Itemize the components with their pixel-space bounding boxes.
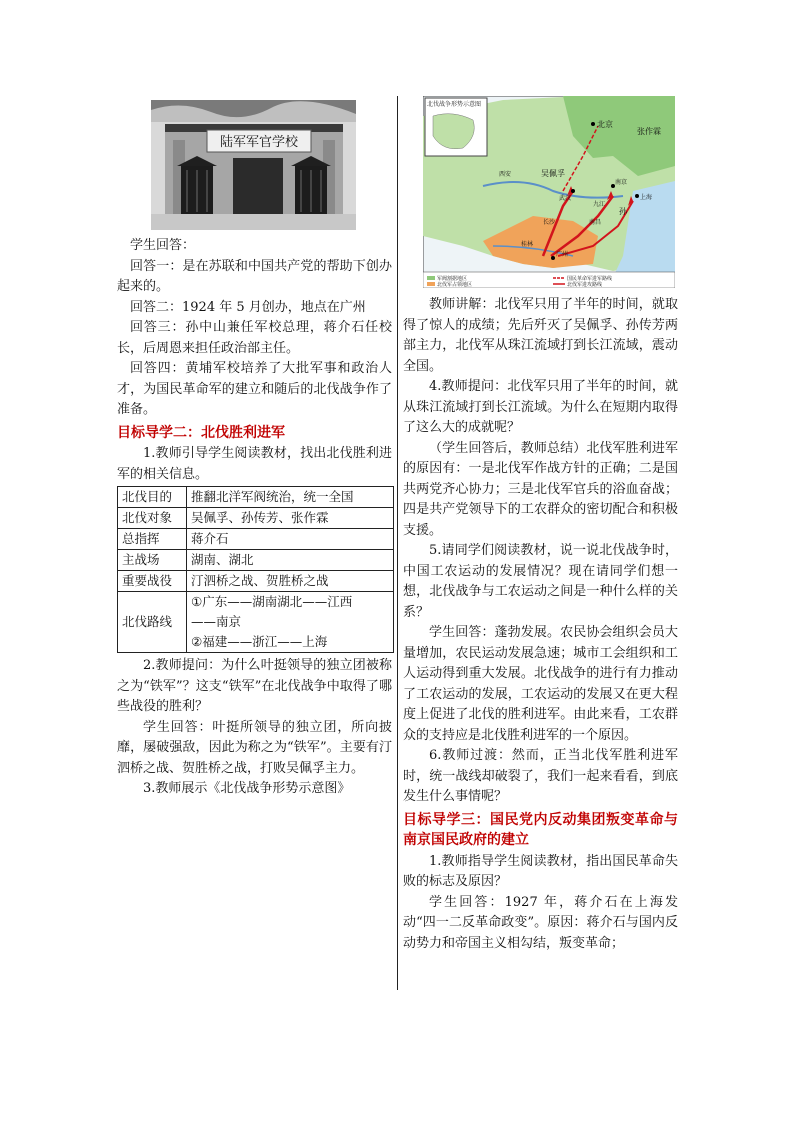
route-1-cont: ——南京 [191, 614, 242, 629]
table-row [118, 508, 394, 529]
section-heading-2: 目标导学二：北伐胜利进军 [117, 424, 285, 441]
legend-item: 北伐军进攻路线 [567, 282, 603, 288]
academy-sign-text: 陆军军官学校 [219, 135, 299, 150]
table-value: 推翻北洋军阀统治，统一全国 [187, 487, 394, 508]
legend-item: 军阀割据地区 [437, 276, 468, 282]
map-label-shanghai: 上海 [640, 194, 653, 201]
table-key: 重要战役 [118, 571, 187, 592]
legend-item: 国民革命军进军路线 [567, 276, 613, 282]
map-label-guangzhou: 广州 [556, 251, 569, 258]
map-label-xian: 西安 [499, 171, 512, 178]
map-label-guilin: 桂林 [521, 241, 534, 248]
route-2: ②福建——浙江——上海 [191, 634, 328, 649]
answer-three: 回答三：孙中山兼任军校总理，蒋介石任校长，后周恩来担任政治部主任。 [117, 320, 392, 356]
teacher-summary: （学生回答后，教师总结）北伐军胜利进军的原因有：一是北伐军作战方针的正确；二是国共两党齐心协力；三是北伐军官兵的浴血奋战；四是共产党领导下的工农群众的密切配合和积极支援。 [403, 440, 678, 538]
teacher-question-4: 4.教师提问：北伐军只用了半年的时间，就从珠江流域打到长江流域。为什么在短期内取得了这么大的成就呢？ [403, 379, 678, 435]
table-key: 北伐路线 [118, 592, 187, 653]
student-answer-3: 学生回答：1927 年，蒋介石在上海发动“四一二反革命政变”。原因：蒋介石与国内反动势力和帝国主义相勾结，叛变革命； [403, 894, 678, 951]
legend-item: 北伐军占领地区 [437, 282, 473, 288]
right-column [403, 96, 678, 954]
student-answer-2: 学生回答：叶挺所领导的独立团，所向披靡，屡破强敌，因此为称之为“铁军”。主要有汀泗桥之战、贺胜桥之战，打败吴佩孚主力。 [117, 719, 392, 776]
table-row [118, 571, 394, 592]
teacher-transition-6: 6.教师过渡：然而，正当北伐军胜利进军时，统一战线却破裂了，我们一起来看看，到底发生什么事情呢？ [403, 748, 678, 804]
teacher-guide-1: 1.教师引导学生阅读教材，找出北伐胜利进军的相关信息。 [117, 446, 392, 482]
table-row [118, 529, 394, 550]
map-label-changsha: 长沙 [543, 219, 556, 226]
teacher-show-map: 3.教师展示《北伐战争形势示意图》 [143, 781, 351, 796]
answer-one: 回答一：是在苏联和中国共产党的帮助下创办起来的。 [117, 258, 392, 294]
table-row [118, 487, 394, 508]
table-key: 总指挥 [118, 529, 187, 550]
student-answer-5: 学生回答：蓬勃发展。农民协会组织会员大量增加，农民运动发展急速；城市工会组织和工人运动得到重大发展。北伐战争的进行有力推动了工农运动的发展，工农运动的发展又在更大程度上促进了北伐的胜利进军。由此来看，工农群众的支持应是北伐胜利进军的一个原因。 [403, 625, 678, 743]
northern-expedition-map [423, 96, 675, 288]
map-label-jiujiang: 九江 [593, 201, 606, 208]
map-label-zhang: 张作霖 [637, 127, 661, 136]
map-label-nanchang: 南昌 [589, 219, 602, 226]
map-label-wuhan: 武汉 [559, 195, 572, 202]
answer-two: 回答二：1924 年 5 月创办，地点在广州 [130, 299, 366, 315]
section-heading-3: 目标导学三：国民党内反动集团叛变革命与南京国民政府的建立 [403, 811, 678, 848]
answer-four: 回答四：黄埔军校培养了大批军事和政治人才，为国民革命军的建立和随后的北伐战争作了准备。 [117, 361, 392, 417]
table-value: 汀泗桥之战、贺胜桥之战 [187, 571, 394, 592]
table-key: 主战场 [118, 550, 187, 571]
student-answer-label: 学生回答： [130, 238, 196, 253]
table-row [118, 550, 394, 571]
route-1: ①广东——湖南湖北——江西 [191, 594, 353, 609]
teacher-explain: 教师讲解：北伐军只用了半年的时间，就取得了惊人的成绩；先后歼灭了吴佩孚、孙传芳两部主力，北伐军从珠江流域打到长江流域，震动全国。 [403, 297, 678, 374]
table-value: 吴佩孚、孙传芳、张作霖 [187, 508, 394, 529]
teacher-guide-3: 1.教师指导学生阅读教材，指出国民革命失败的标志及原因？ [403, 853, 678, 889]
map-label-beijing: 北京 [597, 120, 613, 129]
northern-expedition-table [117, 486, 394, 653]
table-value: 蒋介石 [187, 529, 394, 550]
table-value-routes [187, 592, 394, 653]
map-label-sun: 孙 [619, 207, 627, 216]
table-row [118, 592, 394, 653]
column-divider [397, 96, 398, 990]
table-key: 北伐对象 [118, 508, 187, 529]
whampoa-academy-photo [151, 100, 356, 230]
teacher-question-2: 2.教师提问：为什么叶挺领导的独立团被称之为“铁军”？这支“铁军”在北伐战争中取得了哪些战役的胜利？ [117, 658, 392, 714]
map-label-nanjing: 南京 [615, 179, 628, 186]
table-value: 湖南、湖北 [187, 550, 394, 571]
teacher-question-5: 5.请同学们阅读教材，说一说北伐战争时，中国工农运动的发展情况？现在请同学们想一想，北伐战争与工农运动之间是一种什么样的关系？ [403, 543, 678, 620]
map-label-wu: 吴佩孚 [541, 169, 565, 178]
left-column [117, 96, 392, 800]
map-title: 北伐战争形势示意图 [427, 101, 482, 108]
table-key: 北伐目的 [118, 487, 187, 508]
